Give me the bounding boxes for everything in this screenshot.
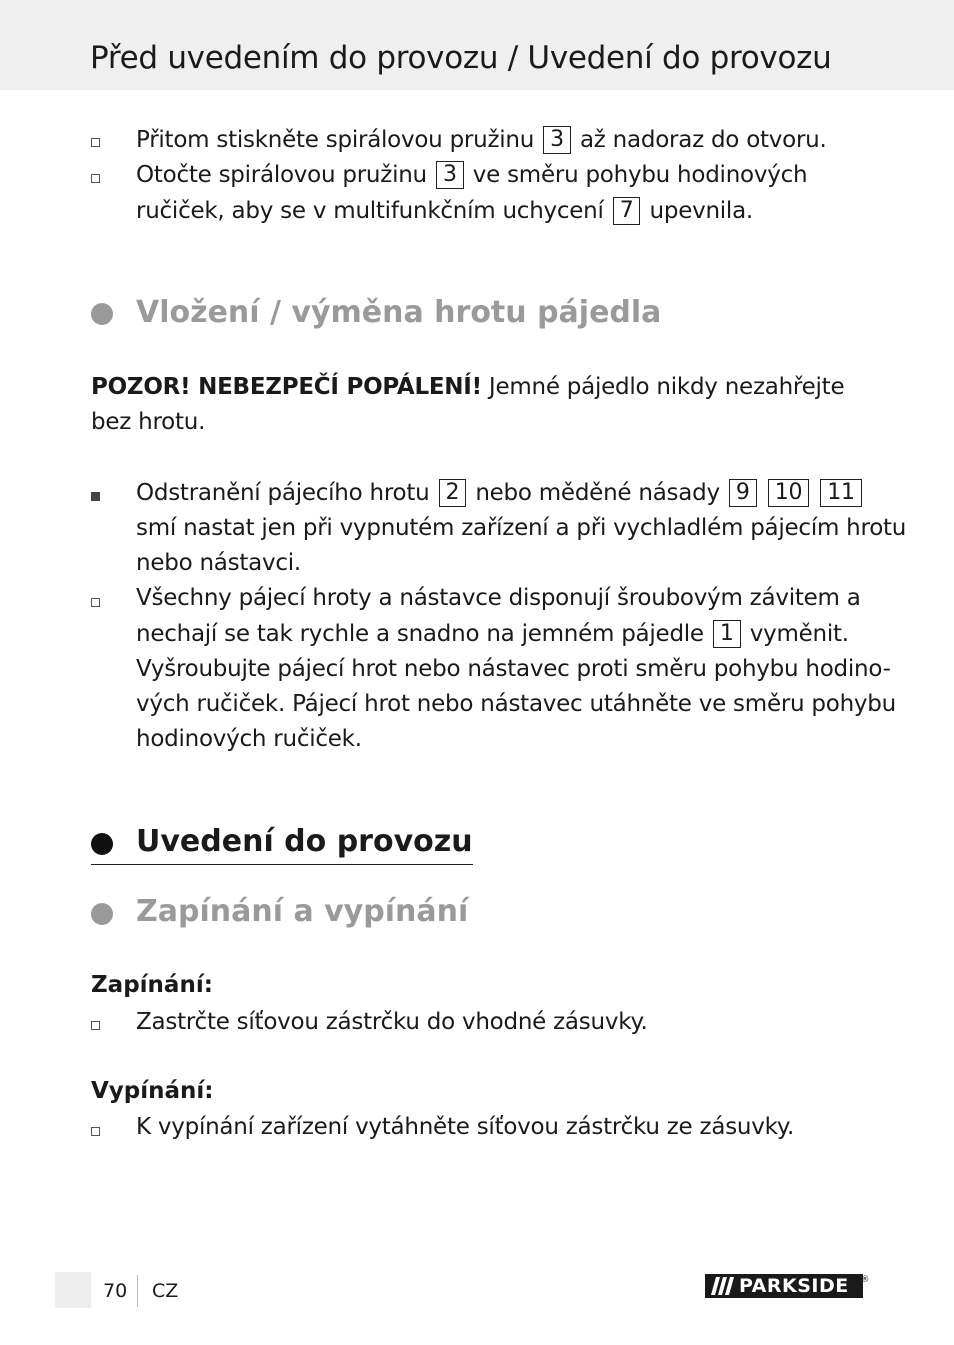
- bullet-square: [91, 1021, 100, 1030]
- section-title-start-up: Uvedení do provozu: [136, 824, 473, 859]
- logo-stripes-icon: [711, 1277, 735, 1295]
- section-bullet-icon: [91, 903, 113, 925]
- list-item: [136, 126, 827, 154]
- section-bullet-icon: [91, 303, 113, 325]
- text: až nadoraz do otvoru.: [579, 127, 827, 153]
- bullet-square: [91, 138, 100, 147]
- ref-number: 1: [713, 620, 741, 648]
- warning-label: POZOR! NEBEZPEČÍ POPÁLENÍ!: [91, 374, 482, 400]
- text: Přitom stiskněte spirálovou pružinu: [136, 127, 535, 153]
- page-number: 70: [103, 1280, 128, 1302]
- text: Otočte spirálovou pružinu: [136, 162, 427, 188]
- bullet-square: [91, 1127, 100, 1136]
- ref-number: 3: [436, 161, 464, 189]
- text: vyměnit.: [749, 621, 849, 647]
- registered-mark: ®: [860, 1275, 870, 1285]
- section-underline: [91, 864, 473, 865]
- footer-marker: [55, 1272, 91, 1308]
- ref-number: 3: [543, 126, 571, 154]
- text: ručiček, aby se v multifunkčním uchycení: [136, 198, 604, 224]
- list-item-continued: hodinových ručiček.: [136, 726, 362, 752]
- list-item: K vypínání zařízení vytáhněte síťovou zástrčku ze zásuvky.: [136, 1114, 795, 1140]
- list-item-continued: Vyšroubujte pájecí hrot nebo nástavec proti směru pohybu hodino-: [136, 656, 891, 682]
- ref-number: 2: [439, 479, 467, 507]
- ref-number: 9: [729, 479, 757, 507]
- switch-on-label: Zapínání:: [91, 972, 213, 998]
- list-item-continued: nebo nástavci.: [136, 550, 301, 576]
- bullet-square-filled: [91, 492, 100, 501]
- list-item-continued: vých ručiček. Pájecí hrot nebo nástavec utáhněte ve směru pohybu: [136, 691, 896, 717]
- switch-off-label: Vypínání:: [91, 1078, 214, 1104]
- warning-paragraph: [91, 374, 844, 400]
- list-item: Zastrčte síťovou zástrčku do vhodné zásuvky.: [136, 1009, 648, 1035]
- ref-number: 7: [613, 197, 641, 225]
- language-code: CZ: [152, 1280, 179, 1302]
- list-item: [136, 161, 807, 189]
- list-item: Všechny pájecí hroty a nástavce disponují šroubovým závitem a: [136, 585, 861, 611]
- brand-name: PARKSIDE: [739, 1275, 849, 1297]
- page-title: Před uvedením do provozu / Uvedení do provozu: [90, 40, 832, 76]
- ref-number: 11: [820, 479, 862, 507]
- list-item: [136, 479, 864, 507]
- section-bullet-icon: [91, 833, 113, 855]
- text: ve směru pohybu hodinových: [472, 162, 808, 188]
- footer-divider: [137, 1275, 138, 1307]
- section-title-on-off: Zapínání a vypínání: [136, 894, 469, 929]
- text: Odstranění pájecího hrotu: [136, 480, 430, 506]
- list-item-continued: [136, 620, 849, 648]
- ref-number: 10: [768, 479, 810, 507]
- text: Jemné pájedlo nikdy nezahřejte: [488, 374, 845, 400]
- bullet-square: [91, 598, 100, 607]
- text: nechají se tak rychle a snadno na jemném pájedle: [136, 621, 704, 647]
- text: nebo měděné násady: [475, 480, 720, 506]
- warning-paragraph-continued: bez hrotu.: [91, 409, 206, 435]
- list-item-continued: smí nastat jen při vypnutém zařízení a při vychladlém pájecím hrotu: [136, 515, 907, 541]
- parkside-logo: [705, 1274, 870, 1298]
- section-title-tip-replacement: Vložení / výměna hrotu pájedla: [136, 295, 662, 330]
- text: upevnila.: [649, 198, 753, 224]
- list-item-continued: [136, 197, 753, 225]
- bullet-square: [91, 174, 100, 183]
